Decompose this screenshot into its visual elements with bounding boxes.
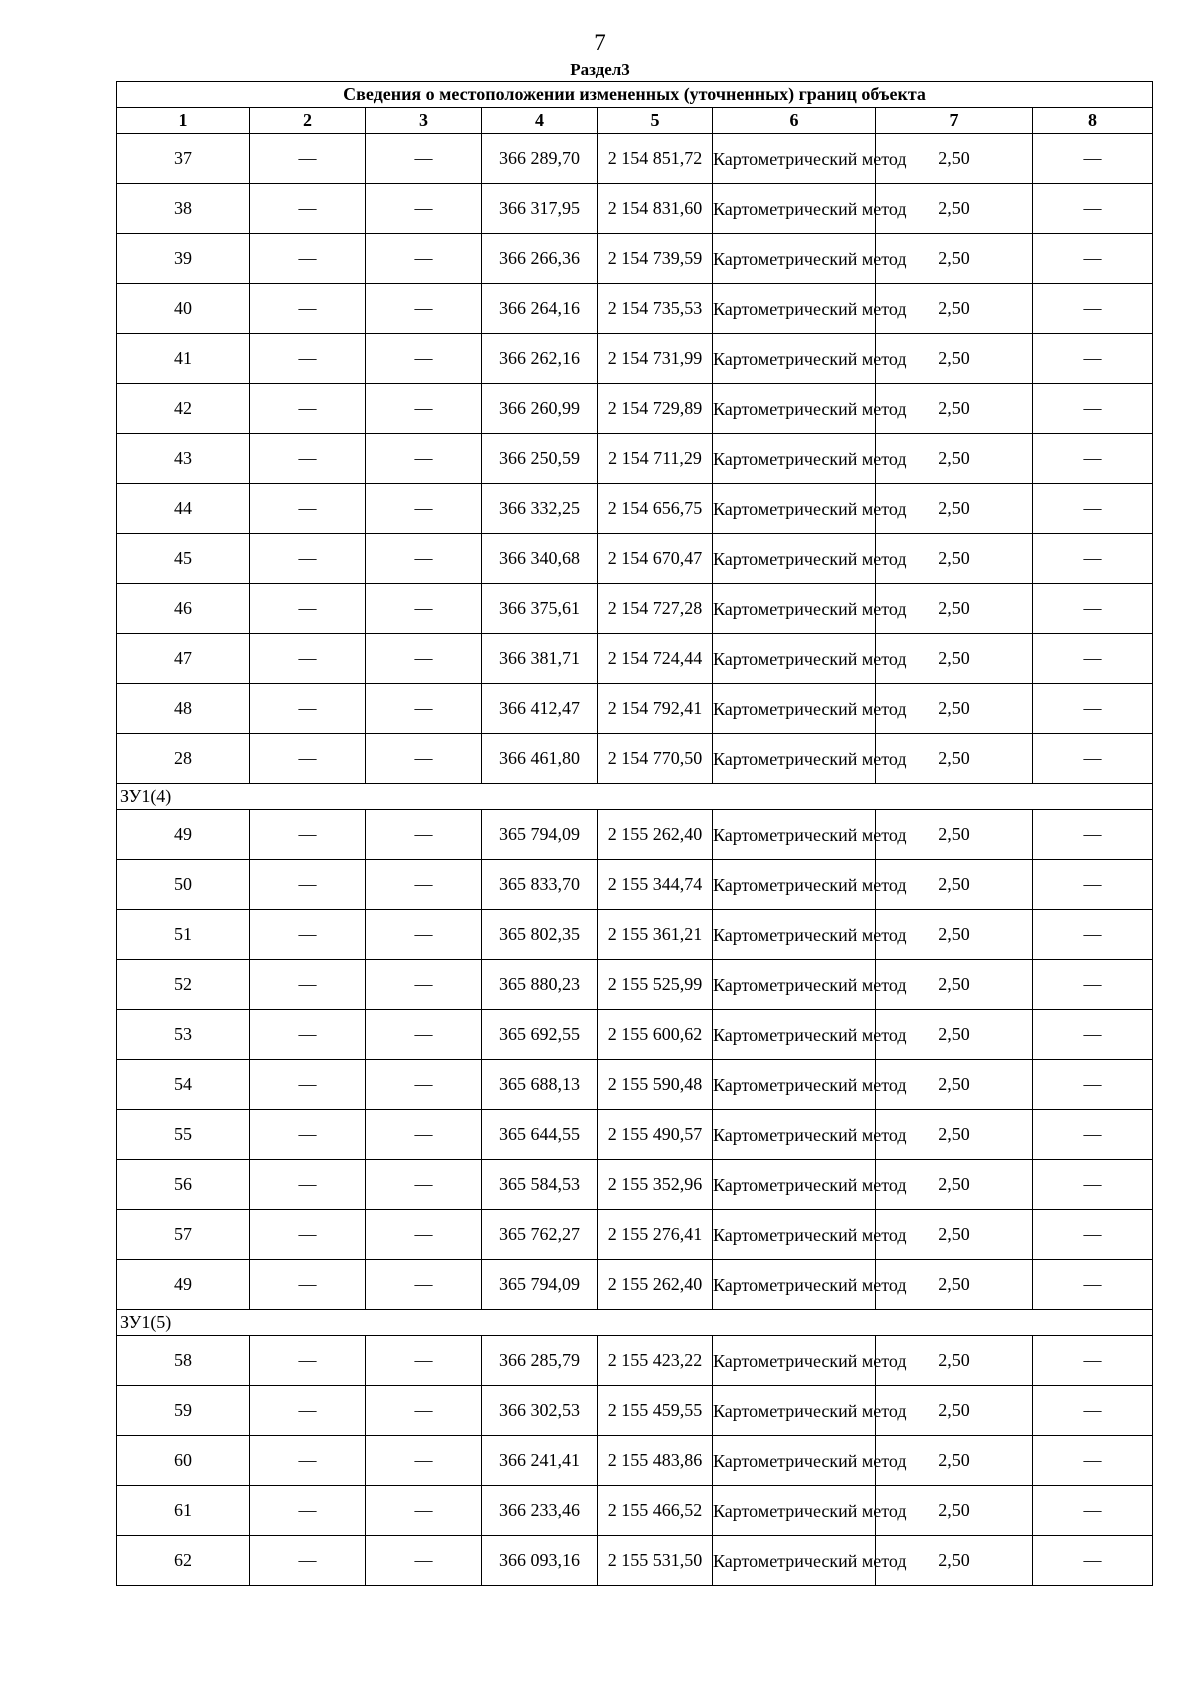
accuracy-cell: 2,50 — [876, 1486, 1033, 1536]
accuracy-cell: 2,50 — [876, 484, 1033, 534]
column-3-cell: — — [366, 1386, 482, 1436]
point-number-cell: 54 — [117, 1060, 250, 1110]
table-row — [117, 684, 1153, 734]
column-8-cell: — — [1033, 684, 1153, 734]
column-8-cell: — — [1033, 584, 1153, 634]
accuracy-cell: 2,50 — [876, 284, 1033, 334]
column-2-cell: — — [250, 1536, 366, 1586]
method-cell: Картометрический метод — [713, 1010, 876, 1060]
table-row — [117, 960, 1153, 1010]
column-8-cell: — — [1033, 284, 1153, 334]
table-row — [117, 910, 1153, 960]
method-cell: Картометрический метод — [713, 1260, 876, 1310]
column-8-cell: — — [1033, 484, 1153, 534]
x-coordinate-cell: 366 317,95 — [482, 184, 598, 234]
table-row — [117, 1160, 1153, 1210]
column-3-cell: — — [366, 910, 482, 960]
accuracy-cell: 2,50 — [876, 334, 1033, 384]
table-row — [117, 1010, 1153, 1060]
accuracy-cell: 2,50 — [876, 534, 1033, 584]
column-8-cell: — — [1033, 334, 1153, 384]
column-3-cell: — — [366, 534, 482, 584]
column-2-cell: — — [250, 384, 366, 434]
column-number: 1 — [117, 108, 250, 134]
method-cell: Картометрический метод — [713, 1060, 876, 1110]
table-row — [117, 1210, 1153, 1260]
column-8-cell: — — [1033, 1110, 1153, 1160]
column-3-cell: — — [366, 384, 482, 434]
x-coordinate-cell: 365 688,13 — [482, 1060, 598, 1110]
accuracy-cell: 2,50 — [876, 860, 1033, 910]
column-3-cell: — — [366, 584, 482, 634]
table-row — [117, 234, 1153, 284]
group-header-row — [117, 1310, 1153, 1336]
table-row — [117, 1336, 1153, 1386]
y-coordinate-cell: 2 155 466,52 — [598, 1486, 713, 1536]
accuracy-cell: 2,50 — [876, 184, 1033, 234]
column-8-cell: — — [1033, 910, 1153, 960]
accuracy-cell: 2,50 — [876, 1260, 1033, 1310]
accuracy-cell: 2,50 — [876, 910, 1033, 960]
table-caption-row — [117, 82, 1153, 108]
point-number-cell: 61 — [117, 1486, 250, 1536]
x-coordinate-cell: 366 233,46 — [482, 1486, 598, 1536]
accuracy-cell: 2,50 — [876, 1210, 1033, 1260]
method-cell: Картометрический метод — [713, 1436, 876, 1486]
method-cell: Картометрический метод — [713, 1336, 876, 1386]
table-row — [117, 484, 1153, 534]
y-coordinate-cell: 2 155 531,50 — [598, 1536, 713, 1586]
column-2-cell: — — [250, 334, 366, 384]
y-coordinate-cell: 2 154 670,47 — [598, 534, 713, 584]
column-8-cell: — — [1033, 384, 1153, 434]
y-coordinate-cell: 2 155 262,40 — [598, 810, 713, 860]
point-number-cell: 59 — [117, 1386, 250, 1436]
table-row — [117, 1110, 1153, 1160]
column-2-cell: — — [250, 734, 366, 784]
accuracy-cell: 2,50 — [876, 684, 1033, 734]
x-coordinate-cell: 366 375,61 — [482, 584, 598, 634]
table-row — [117, 1386, 1153, 1436]
x-coordinate-cell: 365 794,09 — [482, 810, 598, 860]
column-2-cell: — — [250, 1110, 366, 1160]
table-body — [117, 134, 1153, 1586]
table-row — [117, 584, 1153, 634]
method-cell: Картометрический метод — [713, 960, 876, 1010]
column-number: 4 — [482, 108, 598, 134]
y-coordinate-cell: 2 155 490,57 — [598, 1110, 713, 1160]
table-row — [117, 734, 1153, 784]
y-coordinate-cell: 2 154 711,29 — [598, 434, 713, 484]
y-coordinate-cell: 2 154 731,99 — [598, 334, 713, 384]
point-number-cell: 37 — [117, 134, 250, 184]
point-number-cell: 49 — [117, 1260, 250, 1310]
y-coordinate-cell: 2 154 735,53 — [598, 284, 713, 334]
method-cell: Картометрический метод — [713, 1386, 876, 1436]
column-8-cell: — — [1033, 234, 1153, 284]
accuracy-cell: 2,50 — [876, 1060, 1033, 1110]
method-cell: Картометрический метод — [713, 484, 876, 534]
point-number-cell: 49 — [117, 810, 250, 860]
y-coordinate-cell: 2 155 262,40 — [598, 1260, 713, 1310]
page-number: 7 — [594, 30, 606, 55]
table-caption: Сведения о местоположении измененных (уточненных) границ объекта — [117, 82, 1153, 108]
column-8-cell: — — [1033, 1436, 1153, 1486]
column-number-row — [117, 108, 1153, 134]
y-coordinate-cell: 2 155 423,22 — [598, 1336, 713, 1386]
column-8-cell: — — [1033, 1060, 1153, 1110]
column-8-cell: — — [1033, 860, 1153, 910]
method-cell: Картометрический метод — [713, 1536, 876, 1586]
column-2-cell: — — [250, 1336, 366, 1386]
column-3-cell: — — [366, 334, 482, 384]
accuracy-cell: 2,50 — [876, 1110, 1033, 1160]
x-coordinate-cell: 366 332,25 — [482, 484, 598, 534]
column-8-cell: — — [1033, 1210, 1153, 1260]
x-coordinate-cell: 366 340,68 — [482, 534, 598, 584]
column-2-cell: — — [250, 960, 366, 1010]
accuracy-cell: 2,50 — [876, 234, 1033, 284]
x-coordinate-cell: 366 260,99 — [482, 384, 598, 434]
column-3-cell: — — [366, 1486, 482, 1536]
accuracy-cell: 2,50 — [876, 584, 1033, 634]
point-number-cell: 55 — [117, 1110, 250, 1160]
column-3-cell: — — [366, 134, 482, 184]
column-number: 3 — [366, 108, 482, 134]
column-2-cell: — — [250, 184, 366, 234]
column-8-cell: — — [1033, 1386, 1153, 1436]
y-coordinate-cell: 2 154 724,44 — [598, 634, 713, 684]
column-2-cell: — — [250, 1436, 366, 1486]
column-2-cell: — — [250, 1260, 366, 1310]
column-2-cell: — — [250, 584, 366, 634]
column-3-cell: — — [366, 634, 482, 684]
x-coordinate-cell: 366 412,47 — [482, 684, 598, 734]
point-number-cell: 42 — [117, 384, 250, 434]
column-2-cell: — — [250, 534, 366, 584]
x-coordinate-cell: 365 833,70 — [482, 860, 598, 910]
column-2-cell: — — [250, 1486, 366, 1536]
column-8-cell: — — [1033, 1260, 1153, 1310]
y-coordinate-cell: 2 155 276,41 — [598, 1210, 713, 1260]
table-row — [117, 810, 1153, 860]
y-coordinate-cell: 2 155 361,21 — [598, 910, 713, 960]
table-row — [117, 334, 1153, 384]
x-coordinate-cell: 366 093,16 — [482, 1536, 598, 1586]
column-3-cell: — — [366, 484, 482, 534]
method-cell: Картометрический метод — [713, 384, 876, 434]
group-label: ЗУ1(4) — [117, 784, 1153, 810]
y-coordinate-cell: 2 154 729,89 — [598, 384, 713, 434]
accuracy-cell: 2,50 — [876, 810, 1033, 860]
section-title: Раздел3 — [570, 60, 630, 79]
accuracy-cell: 2,50 — [876, 1436, 1033, 1486]
method-cell: Картометрический метод — [713, 134, 876, 184]
point-number-cell: 41 — [117, 334, 250, 384]
table-row — [117, 1486, 1153, 1536]
column-8-cell: — — [1033, 184, 1153, 234]
y-coordinate-cell: 2 155 600,62 — [598, 1010, 713, 1060]
point-number-cell: 39 — [117, 234, 250, 284]
method-cell: Картометрический метод — [713, 1486, 876, 1536]
column-3-cell: — — [366, 234, 482, 284]
x-coordinate-cell: 365 762,27 — [482, 1210, 598, 1260]
column-3-cell: — — [366, 1160, 482, 1210]
table-row — [117, 534, 1153, 584]
column-2-cell: — — [250, 284, 366, 334]
table-row — [117, 434, 1153, 484]
table-row — [117, 184, 1153, 234]
x-coordinate-cell: 365 794,09 — [482, 1260, 598, 1310]
column-2-cell: — — [250, 1160, 366, 1210]
x-coordinate-cell: 366 461,80 — [482, 734, 598, 784]
y-coordinate-cell: 2 154 727,28 — [598, 584, 713, 634]
point-number-cell: 51 — [117, 910, 250, 960]
column-2-cell: — — [250, 860, 366, 910]
column-2-cell: — — [250, 484, 366, 534]
y-coordinate-cell: 2 154 831,60 — [598, 184, 713, 234]
method-cell: Картометрический метод — [713, 334, 876, 384]
group-header-row — [117, 784, 1153, 810]
method-cell: Картометрический метод — [713, 734, 876, 784]
accuracy-cell: 2,50 — [876, 1336, 1033, 1386]
point-number-cell: 38 — [117, 184, 250, 234]
column-number: 2 — [250, 108, 366, 134]
column-2-cell: — — [250, 434, 366, 484]
y-coordinate-cell: 2 155 344,74 — [598, 860, 713, 910]
x-coordinate-cell: 366 302,53 — [482, 1386, 598, 1436]
point-number-cell: 57 — [117, 1210, 250, 1260]
column-3-cell: — — [366, 434, 482, 484]
column-2-cell: — — [250, 1060, 366, 1110]
column-3-cell: — — [366, 184, 482, 234]
column-2-cell: — — [250, 910, 366, 960]
method-cell: Картометрический метод — [713, 684, 876, 734]
x-coordinate-cell: 365 880,23 — [482, 960, 598, 1010]
y-coordinate-cell: 2 155 483,86 — [598, 1436, 713, 1486]
point-number-cell: 53 — [117, 1010, 250, 1060]
column-8-cell: — — [1033, 1536, 1153, 1586]
point-number-cell: 40 — [117, 284, 250, 334]
column-3-cell: — — [366, 810, 482, 860]
column-8-cell: — — [1033, 810, 1153, 860]
x-coordinate-cell: 366 262,16 — [482, 334, 598, 384]
column-number: 5 — [598, 108, 713, 134]
column-8-cell: — — [1033, 1336, 1153, 1386]
method-cell: Картометрический метод — [713, 1110, 876, 1160]
table-row — [117, 384, 1153, 434]
point-number-cell: 46 — [117, 584, 250, 634]
method-cell: Картометрический метод — [713, 634, 876, 684]
point-number-cell: 50 — [117, 860, 250, 910]
column-8-cell: — — [1033, 534, 1153, 584]
accuracy-cell: 2,50 — [876, 384, 1033, 434]
point-number-cell: 45 — [117, 534, 250, 584]
method-cell: Картометрический метод — [713, 534, 876, 584]
x-coordinate-cell: 365 644,55 — [482, 1110, 598, 1160]
table-row — [117, 1060, 1153, 1110]
point-number-cell: 60 — [117, 1436, 250, 1486]
column-2-cell: — — [250, 1386, 366, 1436]
column-2-cell: — — [250, 684, 366, 734]
table-row — [117, 1436, 1153, 1486]
accuracy-cell: 2,50 — [876, 1010, 1033, 1060]
method-cell: Картометрический метод — [713, 810, 876, 860]
column-3-cell: — — [366, 860, 482, 910]
y-coordinate-cell: 2 155 525,99 — [598, 960, 713, 1010]
column-3-cell: — — [366, 684, 482, 734]
x-coordinate-cell: 366 289,70 — [482, 134, 598, 184]
accuracy-cell: 2,50 — [876, 1386, 1033, 1436]
column-8-cell: — — [1033, 1010, 1153, 1060]
column-8-cell: — — [1033, 734, 1153, 784]
column-2-cell: — — [250, 234, 366, 284]
column-8-cell: — — [1033, 434, 1153, 484]
method-cell: Картометрический метод — [713, 860, 876, 910]
point-number-cell: 47 — [117, 634, 250, 684]
x-coordinate-cell: 365 802,35 — [482, 910, 598, 960]
y-coordinate-cell: 2 154 739,59 — [598, 234, 713, 284]
y-coordinate-cell: 2 154 792,41 — [598, 684, 713, 734]
x-coordinate-cell: 366 285,79 — [482, 1336, 598, 1386]
accuracy-cell: 2,50 — [876, 734, 1033, 784]
y-coordinate-cell: 2 155 352,96 — [598, 1160, 713, 1210]
accuracy-cell: 2,50 — [876, 960, 1033, 1010]
point-number-cell: 58 — [117, 1336, 250, 1386]
column-3-cell: — — [366, 1210, 482, 1260]
method-cell: Картометрический метод — [713, 584, 876, 634]
column-8-cell: — — [1033, 960, 1153, 1010]
point-number-cell: 62 — [117, 1536, 250, 1586]
column-2-cell: — — [250, 634, 366, 684]
column-3-cell: — — [366, 1536, 482, 1586]
x-coordinate-cell: 365 584,53 — [482, 1160, 598, 1210]
column-2-cell: — — [250, 1010, 366, 1060]
table-row — [117, 634, 1153, 684]
column-3-cell: — — [366, 1060, 482, 1110]
point-number-cell: 48 — [117, 684, 250, 734]
column-number: 8 — [1033, 108, 1153, 134]
method-cell: Картометрический метод — [713, 1160, 876, 1210]
method-cell: Картометрический метод — [713, 1210, 876, 1260]
accuracy-cell: 2,50 — [876, 134, 1033, 184]
column-number: 6 — [713, 108, 876, 134]
table-row — [117, 1536, 1153, 1586]
method-cell: Картометрический метод — [713, 184, 876, 234]
table-row — [117, 284, 1153, 334]
point-number-cell: 44 — [117, 484, 250, 534]
y-coordinate-cell: 2 154 770,50 — [598, 734, 713, 784]
point-number-cell: 28 — [117, 734, 250, 784]
x-coordinate-cell: 366 381,71 — [482, 634, 598, 684]
coordinates-table — [116, 81, 1153, 1586]
column-8-cell: — — [1033, 1486, 1153, 1536]
accuracy-cell: 2,50 — [876, 1536, 1033, 1586]
column-8-cell: — — [1033, 1160, 1153, 1210]
x-coordinate-cell: 366 250,59 — [482, 434, 598, 484]
column-2-cell: — — [250, 810, 366, 860]
x-coordinate-cell: 365 692,55 — [482, 1010, 598, 1060]
y-coordinate-cell: 2 154 656,75 — [598, 484, 713, 534]
column-2-cell: — — [250, 1210, 366, 1260]
column-3-cell: — — [366, 960, 482, 1010]
column-3-cell: — — [366, 734, 482, 784]
table-row — [117, 1260, 1153, 1310]
method-cell: Картометрический метод — [713, 284, 876, 334]
column-8-cell: — — [1033, 134, 1153, 184]
column-3-cell: — — [366, 1436, 482, 1486]
column-3-cell: — — [366, 1010, 482, 1060]
accuracy-cell: 2,50 — [876, 634, 1033, 684]
method-cell: Картометрический метод — [713, 910, 876, 960]
y-coordinate-cell: 2 155 590,48 — [598, 1060, 713, 1110]
group-label: ЗУ1(5) — [117, 1310, 1153, 1336]
method-cell: Картометрический метод — [713, 234, 876, 284]
column-3-cell: — — [366, 1336, 482, 1386]
table-row — [117, 860, 1153, 910]
column-3-cell: — — [366, 1110, 482, 1160]
column-3-cell: — — [366, 1260, 482, 1310]
y-coordinate-cell: 2 155 459,55 — [598, 1386, 713, 1436]
method-cell: Картометрический метод — [713, 434, 876, 484]
column-number: 7 — [876, 108, 1033, 134]
x-coordinate-cell: 366 266,36 — [482, 234, 598, 284]
accuracy-cell: 2,50 — [876, 434, 1033, 484]
column-2-cell: — — [250, 134, 366, 184]
x-coordinate-cell: 366 241,41 — [482, 1436, 598, 1486]
x-coordinate-cell: 366 264,16 — [482, 284, 598, 334]
point-number-cell: 43 — [117, 434, 250, 484]
accuracy-cell: 2,50 — [876, 1160, 1033, 1210]
point-number-cell: 52 — [117, 960, 250, 1010]
column-8-cell: — — [1033, 634, 1153, 684]
column-3-cell: — — [366, 284, 482, 334]
table-row — [117, 134, 1153, 184]
point-number-cell: 56 — [117, 1160, 250, 1210]
y-coordinate-cell: 2 154 851,72 — [598, 134, 713, 184]
